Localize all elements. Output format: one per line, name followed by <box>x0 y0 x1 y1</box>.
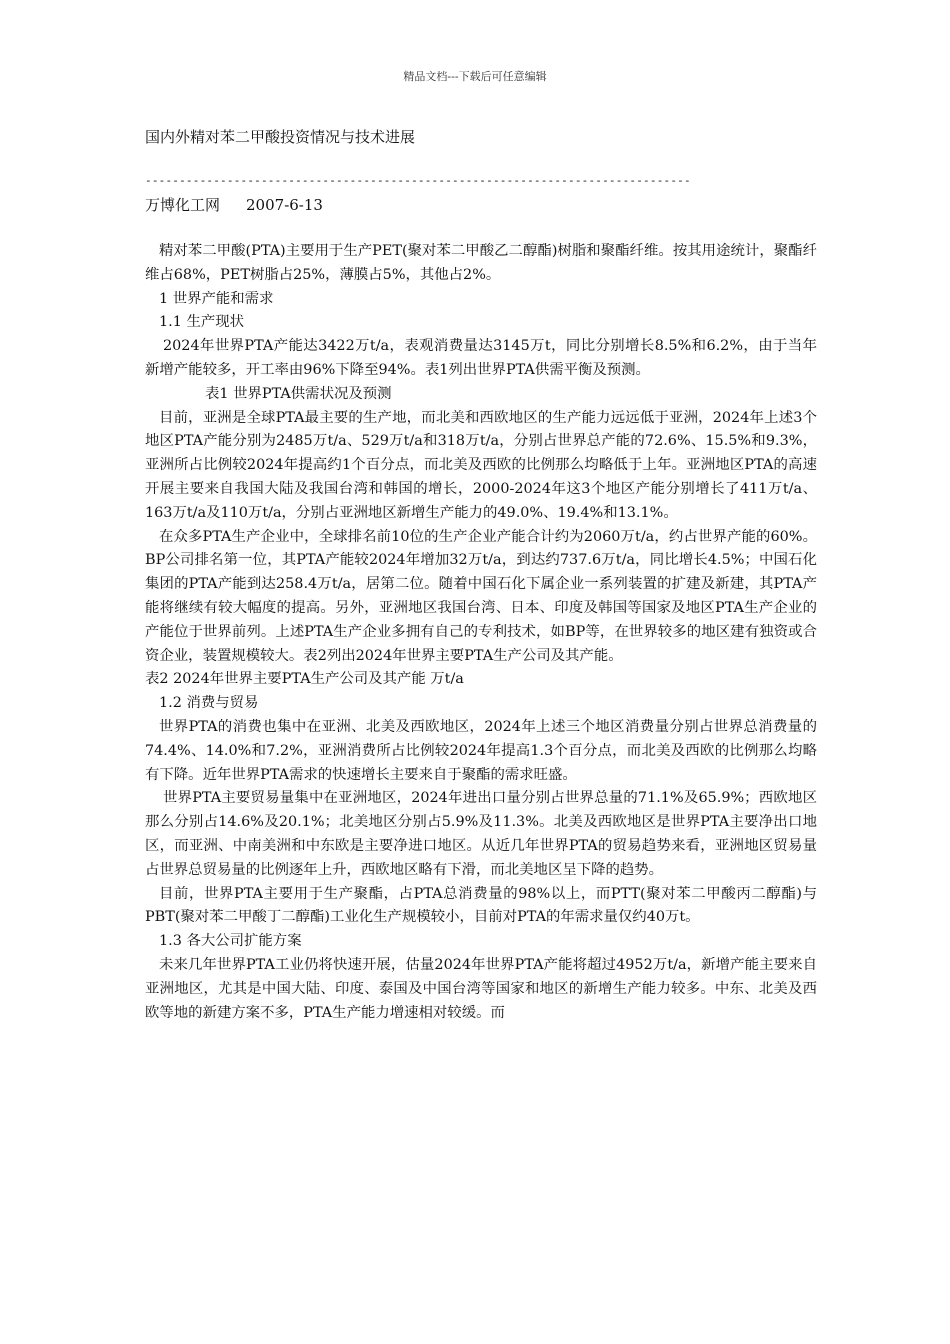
paragraph-top-producers: 在众多PTA生产企业中，全球排名前10位的生产企业产能合计约为2060万t/a，约占世界产能的60%。BP公司排名第一位，其PTA产能较2024年增加32万t/a，到达约737.6万t/a，同比增长4.5%；中国石化集团的PTA产能到达258.4万t/a，居第二位。随着中国石化下属企业一系列装置的扩建及新建，其PTA产能将继续有较大幅度的提高。另外，亚洲地区我国台湾、日本、印度及韩国等国家及地区PTA生产企业的产能位于世界前列。上述PTA生产企业多拥有自己的专利技术，如BP等，在世界较多的地区建有独资或合资企业，装置规模较大。表2列出2024年世界主要PTA生产公司及其产能。 <box>145 528 817 664</box>
paragraph-consumption: 世界PTA的消费也集中在亚洲、北美及西欧地区，2024年上述三个地区消费量分别占世界总消费量的74.4%、14.0%和7.2%，亚洲消费所占比例较2024年提高1.3个百分点，而北美及西欧的比例那么均略有下降。近年世界PTA需求的快速增长主要来自于聚酯的需求旺盛。 <box>145 718 817 783</box>
source-date: 2007-6-13 <box>246 196 323 214</box>
table-2-caption: 表2 2024年世界主要PTA生产公司及其产能 万t/a <box>145 671 464 688</box>
paragraph-uses: 目前，世界PTA主要用于生产聚酯，占PTA总消费量的98%以上，而PTT(聚对苯二甲酸丙二醇酯)与PBT(聚对苯二甲酸丁二醇酯)工业化生产规模较小，目前对PTA的年需求量仅约40万t。 <box>145 885 817 926</box>
header-note: 精品文档---下载后可任意编辑 <box>403 70 547 83</box>
section-heading-1-1: 1.1 生产现状 <box>159 314 245 331</box>
section-heading-1-2: 1.2 消费与贸易 <box>159 695 259 712</box>
divider-line: -------------------------------------------------------------------------------- <box>145 174 691 187</box>
source-line <box>145 194 817 216</box>
section-heading-1: 1 世界产能和需求 <box>159 290 274 307</box>
source-name: 万博化工网 <box>145 196 221 214</box>
table-1-caption: 表1 世界PTA供需状况及预测 <box>205 385 392 402</box>
paragraph-asia-production: 目前，亚洲是全球PTA最主要的生产地，而北美和西欧地区的生产能力远远低于亚洲，2024年上述3个地区PTA产能分别为2485万t/a、529万t/a和318万t/a，分别占世界总产能的72.6%、15.5%和9.3%，亚洲所占比例较2024年提高约1个百分点，而北美及西欧的比例那么均略低于上年。亚洲地区PTA的高速开展主要来自我国大陆及我国台湾和韩国的增长，2000-2024年这3个地区产能分别增长了411万t/a、163万t/a及110万t/a，分别占亚洲地区新增生产能力的49.0%、19.4%和13.1%。 <box>145 409 817 521</box>
paragraph-expansion: 未来几年世界PTA工业仍将快速开展，估量2024年世界PTA产能将超过4952万t/a，新增产能主要来自亚洲地区，尤其是中国大陆、印度、泰国及中国台湾等国家和地区的新增生产能力较多。中东、北美及西欧等地的新建方案不多，PTA生产能力增速相对较缓。而 <box>145 956 817 1021</box>
paragraph-trade: 世界PTA主要贸易量集中在亚洲地区，2024年进出口量分别占世界总量的71.1%及65.9%；西欧地区那么分别占14.6%及20.1%；北美地区分别占5.9%及11.3%。北美及西欧地区是世界PTA主要净出口地区，而亚洲、中南美洲和中东欧是主要净进口地区。从近几年世界PTA的贸易趋势来看，亚洲地区贸易量占世界总贸易量的比例逐年上升，西欧地区略有下滑，而北美地区呈下降的趋势。 <box>145 790 817 878</box>
article-title: 国内外精对苯二甲酸投资情况与技术进展 <box>145 128 416 146</box>
document-body <box>145 126 817 1025</box>
section-heading-1-3: 1.3 各大公司扩能方案 <box>159 933 302 950</box>
paragraph-production: 2024年世界PTA产能达3422万t/a，表观消费量达3145万t，同比分别增长8.5%和6.2%，由于当年新增产能较多，开工率由96%下降至94%。表1列出世界PTA供需平衡及预测。 <box>145 338 817 378</box>
paragraph-intro: 精对苯二甲酸(PTA)主要用于生产PET(聚对苯二甲酸乙二醇酯)树脂和聚酯纤维。按其用途统计，聚酯纤维占68%，PET树脂占25%，薄膜占5%，其他占2%。 <box>145 243 817 283</box>
